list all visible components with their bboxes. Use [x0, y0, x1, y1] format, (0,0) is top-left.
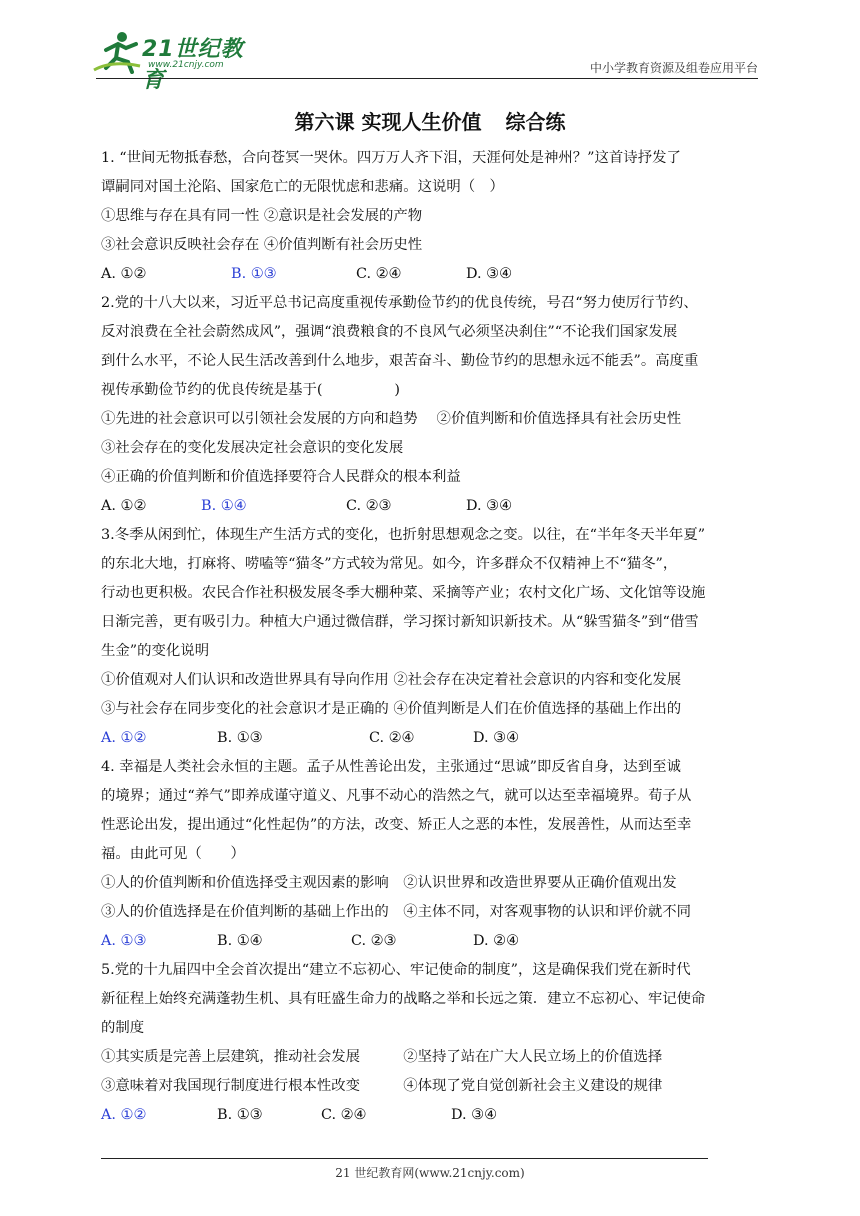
statement-line: ①价值观对人们认识和改造世界具有导向作用 ②社会存在决定着社会意识的内容和变化发展 [101, 672, 682, 688]
question-stem-line: 5.党的十九届四中全会首次提出“建立不忘初心、牢记使命的制度”，这是确保我们党在新时代 [101, 962, 691, 978]
option-d[interactable]: D. ③④ [466, 498, 512, 514]
question-stem-line: 到什么水平，不论人民生活改善到什么地步，艰苦奋斗、勤俭节约的思想永远不能丢”。高度重 [101, 353, 699, 369]
statement-line: ④正确的价值判断和价值选择要符合人民群众的根本利益 [101, 469, 461, 485]
statement-line: ③社会存在的变化发展决定社会意识的变化发展 [101, 440, 404, 456]
option-a[interactable]: A. ①② [101, 498, 147, 514]
question-1 [101, 144, 749, 289]
question-5 [101, 956, 749, 1130]
question-stem-line: 的制度 [101, 1020, 145, 1036]
option-d[interactable]: D. ③④ [473, 730, 519, 746]
statement-line: ①思维与存在具有同一性 ②意识是社会发展的产物 [101, 208, 423, 224]
question-stem-line: 性恶论出发，提出通过“化性起伪”的方法，改变、矫正人之恶的本性，发展善性，从而达至幸 [101, 817, 692, 833]
question-stem-line: 的东北大地，打麻将、唠嗑等“猫冬”方式较为常见。如今，许多群众不仅精神上不“猫冬”， [101, 556, 678, 572]
page-header [0, 0, 860, 93]
question-stem-line: 新征程上始终充满蓬勃生机、具有旺盛生命力的战略之举和长远之策．建立不忘初心、牢记使命 [101, 991, 706, 1007]
options-row [101, 260, 749, 289]
logo-url: www.21cnjy.com [148, 60, 224, 70]
title-sub: 综合练 [505, 110, 566, 134]
question-stem-line: 1. “世间无物抵春愁，合向苍冥一哭休。四万万人齐下泪，天涯何处是神州？”这首诗抒发了 [101, 150, 681, 166]
page-footer: 21 世纪教育网(www.21cnjy.com) [335, 1166, 525, 1180]
options-row [101, 927, 749, 956]
question-stem-line: 4. 幸福是人类社会永恒的主题。孟子从性善论出发，主张通过“思诚”即反省自身，达到至诚 [101, 759, 681, 775]
statement-line: ③人的价值选择是在价值判断的基础上作出的 ④主体不同，对客观事物的认识和评价就不同 [101, 904, 692, 920]
option-a[interactable]: A. ①② [101, 730, 147, 746]
statement-line: ③社会意识反映社会存在 ④价值判断有社会历史性 [101, 237, 423, 253]
question-stem-line: 福。由此可见（ ） [101, 846, 245, 862]
logo-name: 21世纪教育 [142, 37, 244, 93]
option-b[interactable]: B. ①④ [201, 498, 247, 514]
title-main: 第六课 实现人生价值 [294, 110, 482, 134]
option-a[interactable]: A. ①② [101, 266, 147, 282]
option-d[interactable]: D. ③④ [451, 1107, 497, 1123]
statement-line: ③与社会存在同步变化的社会意识才是正确的 ④价值判断是人们在价值选择的基础上作出的 [101, 701, 682, 717]
footer-divider [101, 1158, 708, 1159]
platform-name: 中小学教育资源及组卷应用平台 [589, 61, 758, 75]
option-c[interactable]: C. ②③ [351, 933, 397, 949]
option-b[interactable]: B. ①③ [217, 730, 263, 746]
question-stem-line: 行动也更积极。农民合作社积极发展冬季大棚种菜、采摘等产业；农村文化广场、文化馆等设施 [101, 585, 706, 601]
question-list [101, 144, 749, 1130]
option-a[interactable]: A. ①③ [101, 933, 147, 949]
question-4 [101, 753, 749, 956]
question-stem-line: 2.党的十八大以来，习近平总书记高度重视传承勤俭节约的优良传统，号召“努力使厉行节约、 [101, 295, 698, 311]
question-2 [101, 289, 749, 521]
question-3 [101, 521, 749, 753]
statement-line: ①先进的社会意识可以引领社会发展的方向和趋势 ②价值判断和价值选择具有社会历史性 [101, 411, 682, 427]
option-c[interactable]: C. ②④ [321, 1107, 367, 1123]
option-c[interactable]: C. ②④ [369, 730, 415, 746]
question-stem-line: 生金”的变化说明 [101, 643, 210, 659]
option-a[interactable]: A. ①② [101, 1107, 147, 1123]
statement-line: ③意味着对我国现行制度进行根本性改变 ④体现了党自觉创新社会主义建设的规律 [101, 1078, 663, 1094]
question-stem-line: 的境界；通过“养气”即养成谨守道义、凡事不动心的浩然之气，就可以达至幸福境界。荀子从 [101, 788, 692, 804]
option-b[interactable]: B. ①③ [217, 1107, 263, 1123]
question-stem-line: 反对浪费在全社会蔚然成风”，强调“浪费粮食的不良风气必须坚决刹住”“不论我们国家发展 [101, 324, 678, 340]
question-stem-line: 3.冬季从闲到忙，体现生产生活方式的变化，也折射思想观念之变。以往，在“半年冬天半年夏” [101, 527, 706, 543]
statement-line: ①其实质是完善上层建筑，推动社会发展 ②坚持了站在广大人民立场上的价值选择 [101, 1049, 663, 1065]
option-c[interactable]: C. ②④ [356, 266, 402, 282]
runner-logo-icon [92, 30, 144, 74]
option-d[interactable]: D. ②④ [473, 933, 519, 949]
options-row [101, 724, 749, 753]
option-b[interactable]: B. ①③ [231, 266, 277, 282]
statement-line: ①人的价值判断和价值选择受主观因素的影响 ②认识世界和改造世界要从正确价值观出发 [101, 875, 677, 891]
page-title [0, 106, 860, 135]
question-stem-line: 谭嗣同对国土沦陷、国家危亡的无限忧虑和悲痛。这说明（ ） [101, 179, 504, 195]
logo [92, 30, 262, 93]
option-b[interactable]: B. ①④ [217, 933, 263, 949]
question-stem-line: 视传承勤俭节约的优良传统是基于( ) [101, 382, 401, 398]
option-d[interactable]: D. ③④ [466, 266, 512, 282]
option-c[interactable]: C. ②③ [346, 498, 392, 514]
question-stem-line: 日渐完善，更有吸引力。种植大户通过微信群，学习探讨新知识新技术。从“躲雪猫冬”到“借雪 [101, 614, 699, 630]
options-row [101, 1101, 749, 1130]
options-row [101, 492, 749, 521]
header-divider [96, 78, 758, 79]
